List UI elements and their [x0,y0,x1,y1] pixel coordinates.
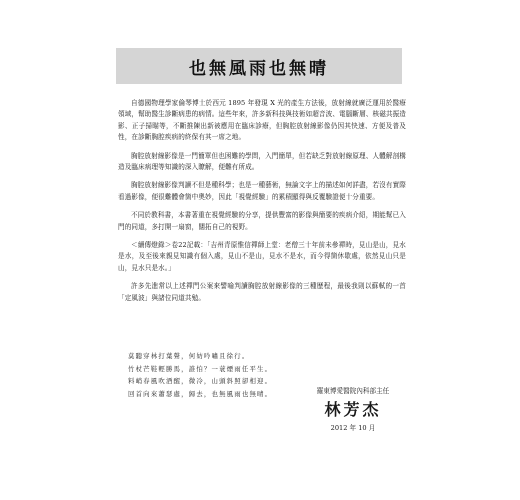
paragraph: 自德國物理學家倫琴博士於西元 1895 年發現 X 光的產生方法後，放射線就廣泛運用於醫療領域，幫助醫生診斷病患的病情。這些年來，許多新科技與技術如超音波、電腦斷層、核磁共振造影、正子掃瞄等，不斷推陳出新被應用在臨床診療，但胸腔放射線影像仍因其快速、方便及普及性，在診斷胸腔疾病的終保有其一席之地。 [118,99,406,142]
paragraph: 不同於教科書，本書著重在視覺經驗的分享，提供豐富的影像與簡要的疾病介紹，期能幫已入門的同道，多打開一扇窗，闊拓自己的視野。 [118,211,406,231]
paragraph: 胸腔放射線影像是一門簡單但也困難的學問，入門簡單，但若缺乏對放射線原理、人體解剖構造及臨床病理等知識的深入瞭解，便難有所成。 [118,151,406,172]
title-banner [116,48,402,84]
poem-line: 莫聽穿林打葉聲，何妨吟嘯且徐行。 [128,352,250,360]
poem-line: 回首向來蕭瑟處，歸去，也無風雨也無晴。 [128,389,273,398]
paragraph: ＜續傳燈錄＞卷22記載：「吉州青原惟信禪師上堂：老僧三十年前未參禪時，見山是山，見水是水，及至後來親見知識有個入處，見山不是山，見水不是水，而今得箇休歇處，依然見山只是山，見水只是水。」 [118,241,406,272]
signature-block [298,386,408,433]
page-title: 也無風雨也無晴 [189,58,329,79]
author-title: 羅東博愛醫院內科部主任 [316,387,390,395]
poem-line: 竹杖芒鞋輕勝馬，誰怕？一蓑煙雨任平生。 [128,364,273,373]
preface-body [118,98,406,311]
paragraph: 胸腔放射線影像判讀不但是種科學；也是一種藝術，無論文字上的描述如何詳盡，若沒有實際看過影像，便很難體會箇中奧妙，因此「視覺經驗」的累積顯得與反覆驗證便十分重要。 [118,181,406,201]
author-name: 林芳杰 [324,400,382,419]
paragraph: 許多先進常以上述禪門公案來譬喻判讀胸腔放射線影像的三種歷程，最後我則以蘇軾的一首「定風波」與諸位同道共勉。 [118,282,406,302]
signature-date: 2012 年 10 月 [330,424,376,432]
poem-line: 料峭春風吹酒醒，微冷，山頭斜照卻相迎。 [128,377,273,386]
